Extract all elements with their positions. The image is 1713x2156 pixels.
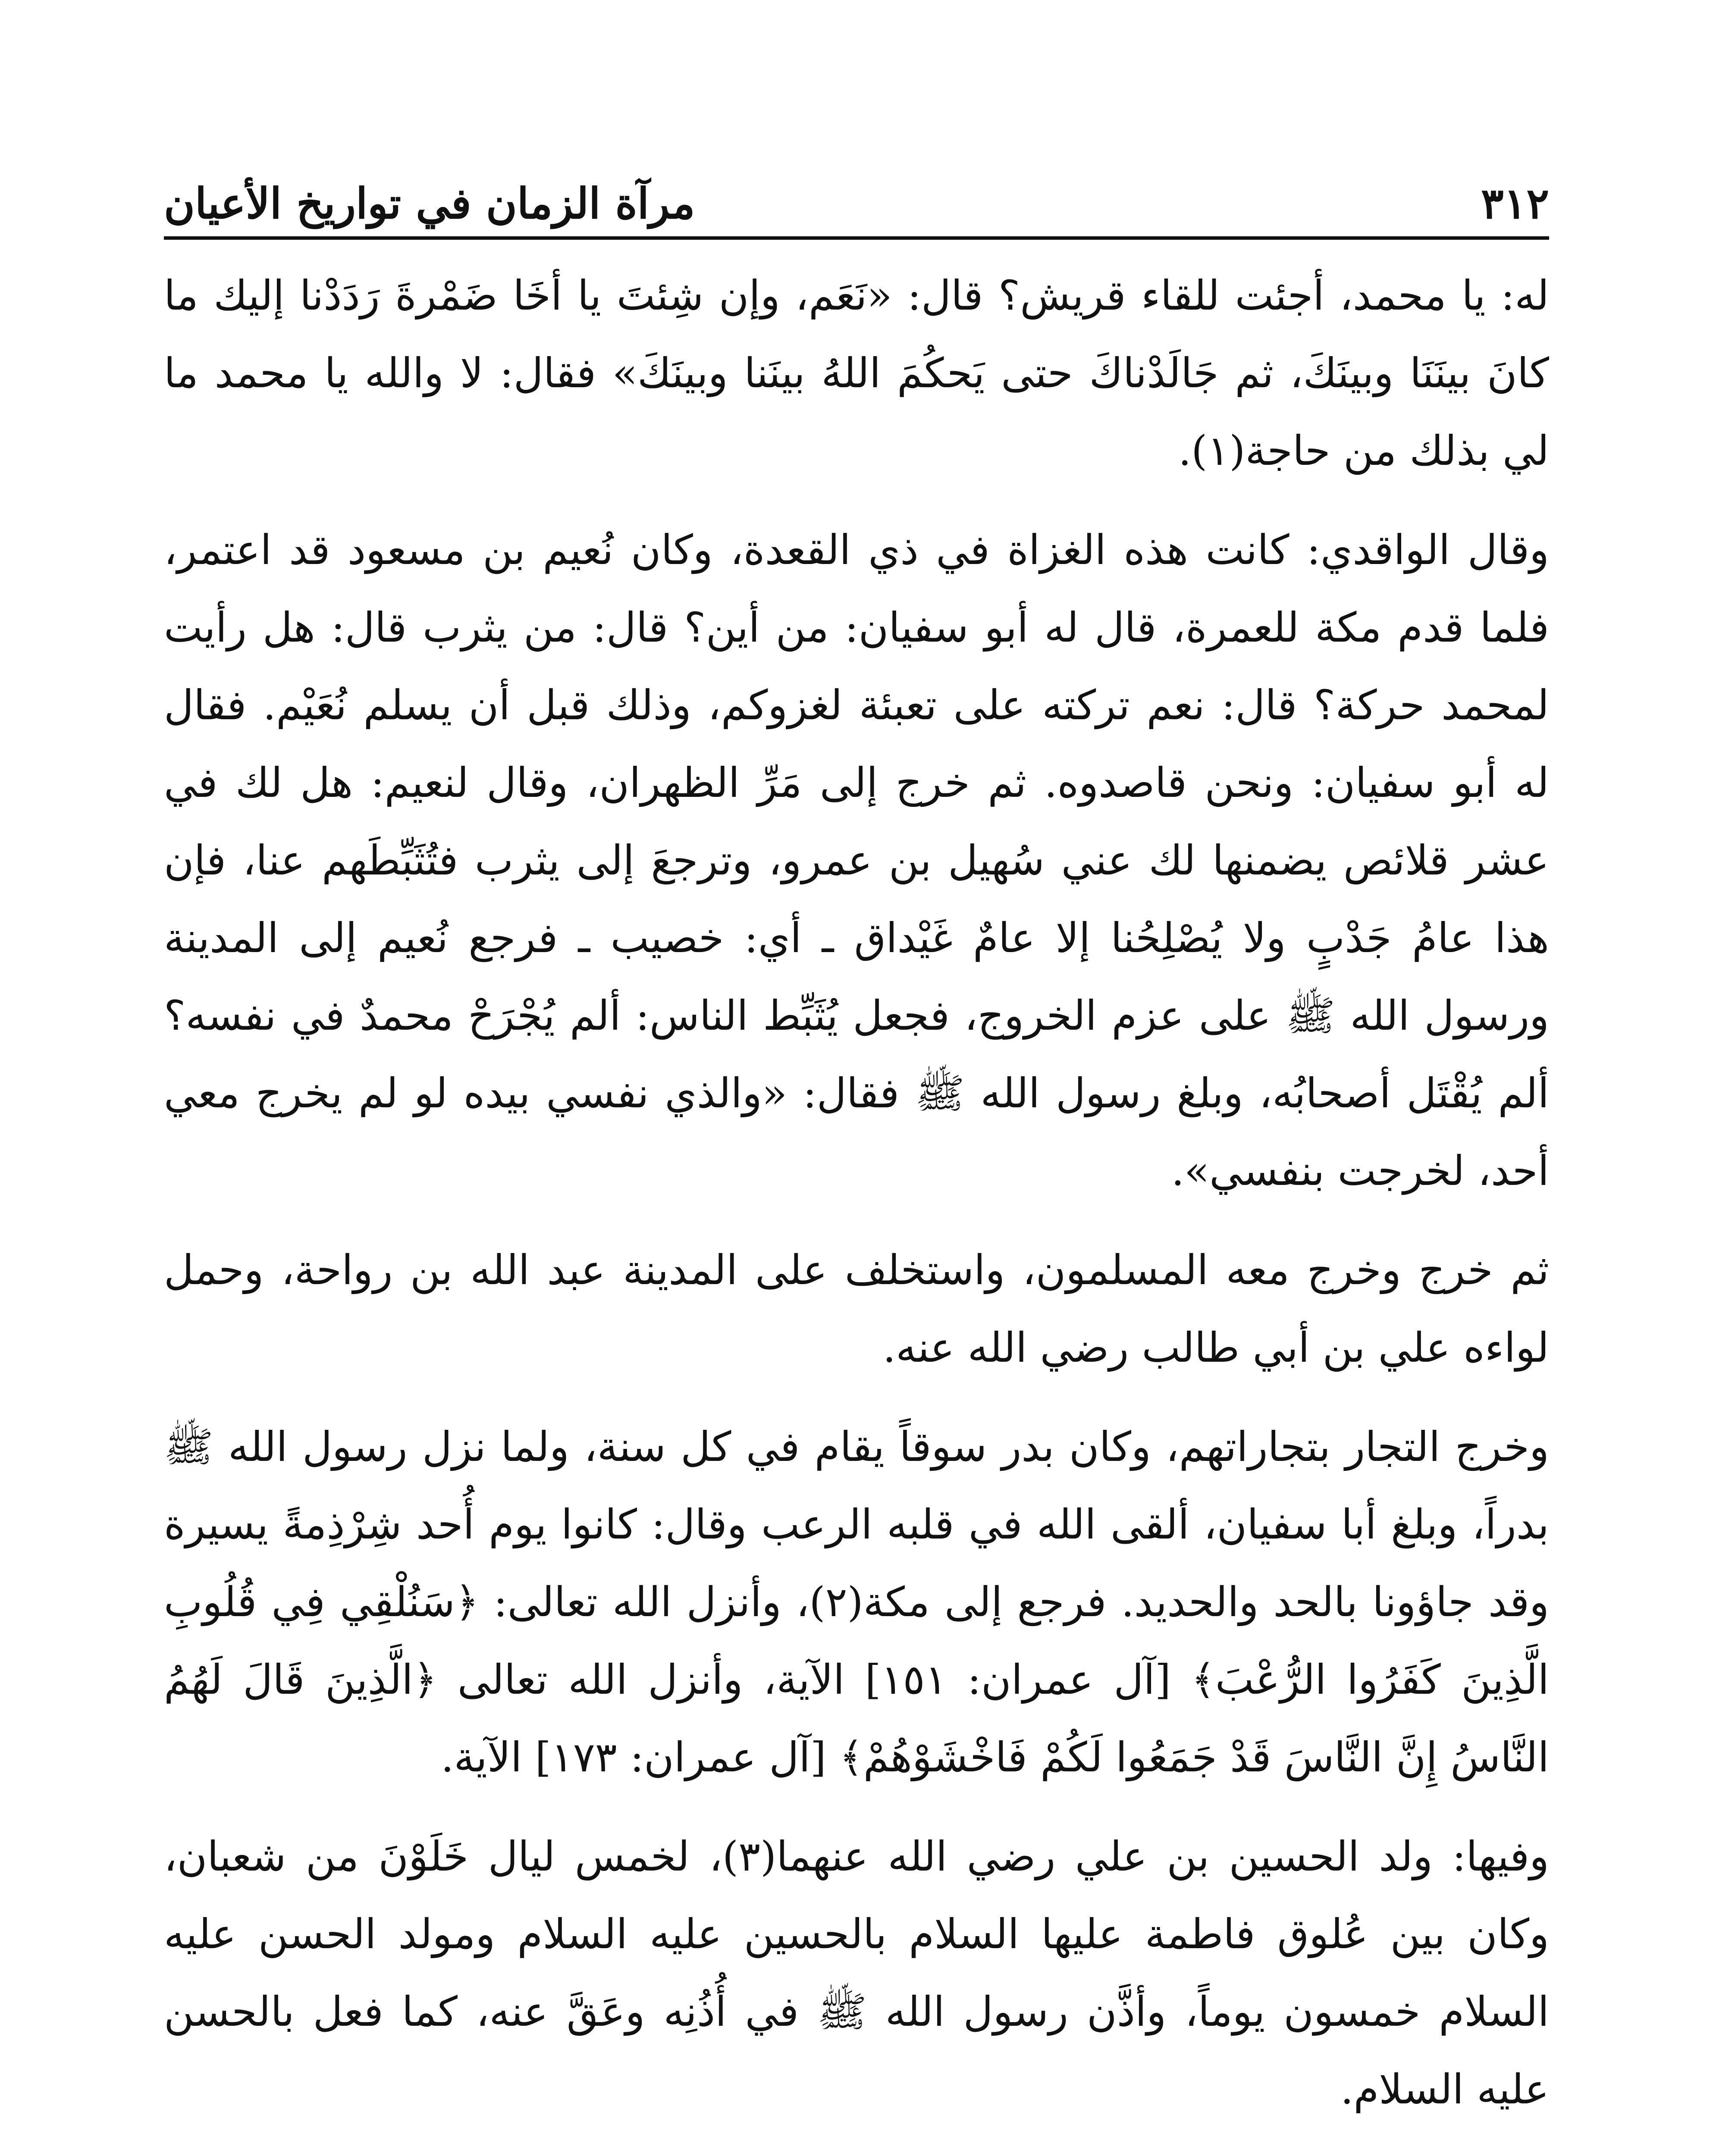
running-header bbox=[164, 164, 1549, 240]
paragraph: وخرج التجار بتجاراتهم، وكان بدر سوقاً يقام في كل سنة، ولما نزل رسول الله ﷺ بدراً، وبلغ أبا سفيان، ألقى الله في قلبه الرعب وقال: كانوا يوم أُحد شِرْذِمةً يسيرة وقد جاؤونا بالحد والحديد. فرجع إلى مكة(٢)، وأنزل الله تعالى: ﴿سَنُلْقِي فِي قُلُوبِ الَّذِينَ كَفَرُوا الرُّعْبَ﴾ [آل عمران: ١٥١] الآية، وأنزل الله تعالى ﴿الَّذِينَ قَالَ لَهُمُ النَّاسُ إِنَّ النَّاسَ قَدْ جَمَعُوا لَكُمْ فَاخْشَوْهُمْ﴾ [آل عمران: ١٧٣] الآية. bbox=[164, 1423, 1550, 1781]
paragraph: وقال الواقدي: كانت هذه الغزاة في ذي القعدة، وكان نُعيم بن مسعود قد اعتمر، فلما قدم مكة للعمرة، قال له أبو سفيان: من أين؟ قال: من يثرب قال: هل رأيت لمحمد حركة؟ قال: نعم تركته على تعبئة لغزوكم، وذلك قبل أن يسلم نُعَيْم. فقال له أبو سفيان: ونحن قاصدوه. ثم خرج إلى مَرِّ الظهران، وقال لنعيم: هل لك في عشر قلائص يضمنها لك عني سُهيل بن عمرو، وترجعَ إلى يثرب فتُثَبِّطَهم عنا، فإن هذا عامُ جَدْبٍ ولا يُصْلِحُنا إلا عامٌ غَيْداق ـ أي: خصيب ـ فرجع نُعيم إلى المدينة ورسول الله ﷺ على عزم الخروج، فجعل يُثَبِّط الناس: ألم يُجْرَحْ محمدٌ في نفسه؟ ألم يُقْتَل أصحابُه، وبلغ رسول الله ﷺ فقال: «والذي نفسي بيده لو لم يخرج معي أحد، لخرجت بنفسي». bbox=[164, 526, 1549, 1195]
paragraph: ثم خرج وخرج معه المسلمون، واستخلف على المدينة عبد الله بن رواحة، وحمل لواءه علي بن أبي طالب رضي الله عنه. bbox=[164, 1247, 1549, 1372]
page-number: ٣١٢ bbox=[1481, 179, 1549, 229]
book-title: مرآة الزمان في تواريخ الأعيان bbox=[164, 179, 695, 229]
paragraph: له: يا محمد، أجئت للقاء قريش؟ قال: «نَعَم، وإن شِئتَ يا أخَا ضَمْرةَ رَدَدْنا إليك ما كانَ بينَنَا وبينَكَ، ثم جَالَدْناكَ حتى يَحكُمَ اللهُ بينَنا وبينَكَ» فقال: لا والله يا محمد ما لي بذلك من حاجة(١). bbox=[164, 272, 1549, 475]
paragraph: وفيها: ولد الحسين بن علي رضي الله عنهما(٣)، لخمس ليال خَلَوْنَ من شعبان، وكان بين عُلوق فاطمة عليها السلام بالحسين عليه السلام ومولد الحسن عليه السلام خمسون يوماً، وأذَّن رسول الله ﷺ في أُذُنِه وعَقَّ عنه، كما فعل بالحسن عليه السلام. bbox=[164, 1833, 1549, 2113]
main-text bbox=[164, 257, 1549, 2128]
